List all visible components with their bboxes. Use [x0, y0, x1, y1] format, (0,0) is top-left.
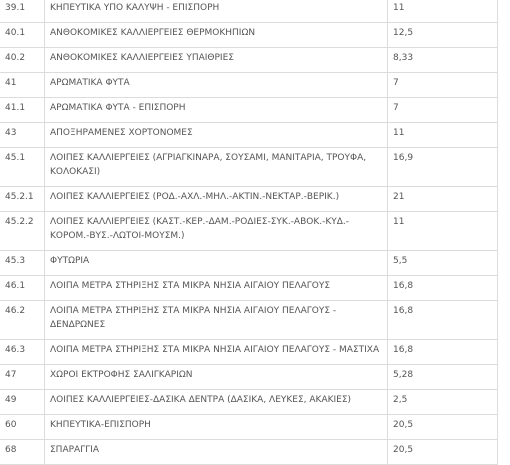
value-cell: 21: [388, 187, 498, 212]
description-cell: ΚΗΠΕΥΤΙΚΑ ΥΠΟ ΚΑΛΥΨΗ - ΕΠΙΣΠΟΡΗ: [45, 0, 388, 23]
code-cell: 40.2: [0, 48, 45, 73]
value-cell: 7: [388, 98, 498, 123]
table-row: [0, 276, 498, 301]
code-cell: 60: [0, 415, 45, 440]
value-cell: 5,28: [388, 365, 498, 390]
table-row: [0, 73, 498, 98]
code-cell: 45.2.2: [0, 212, 45, 251]
table-row: [0, 123, 498, 148]
table-row: [0, 440, 498, 465]
description-cell: ΑΠΟΞΗΡΑΜΕΝΕΣ ΧΟΡΤΟΝΟΜΕΣ: [45, 123, 388, 148]
code-cell: 49: [0, 390, 45, 415]
code-cell: 45.1: [0, 148, 45, 187]
table-row: [0, 98, 498, 123]
table-row: [0, 365, 498, 390]
code-cell: 41: [0, 73, 45, 98]
value-cell: 12,5: [388, 23, 498, 48]
value-cell: 11: [388, 212, 498, 251]
description-cell: ΦΥΤΩΡΙΑ: [45, 251, 388, 276]
table-row: [0, 0, 498, 23]
description-cell: ΛΟΙΠΑ ΜΕΤΡΑ ΣΤΗΡΙΞΗΣ ΣΤΑ ΜΙΚΡΑ ΝΗΣΙΑ ΑΙΓΑΙΟΥ ΠΕΛΑΓΟΥΣ - ΜΑΣΤΙΧΑ: [45, 340, 388, 365]
value-cell: 16,8: [388, 301, 498, 340]
description-cell: ΑΝΘΟΚΟΜΙΚΕΣ ΚΑΛΛΙΕΡΓΕΙΕΣ ΥΠΑΙΘΡΙΕΣ: [45, 48, 388, 73]
table-row: [0, 148, 498, 187]
code-cell: 41.1: [0, 98, 45, 123]
table-row: [0, 301, 498, 340]
table-row: [0, 390, 498, 415]
description-cell: ΛΟΙΠΕΣ ΚΑΛΛΙΕΡΓΕΙΕΣ (ΡΟΔ.-ΑΧΛ.-ΜΗΛ.-ΑΚΤΙΝ.-ΝΕΚΤΑΡ.-ΒΕΡΙΚ.): [45, 187, 388, 212]
code-cell: 43: [0, 123, 45, 148]
description-cell: ΛΟΙΠΕΣ ΚΑΛΛΙΕΡΓΕΙΕΣ (ΑΓΡΙΑΓΚΙΝΑΡΑ, ΣΟΥΣΑΜΙ, ΜΑΝΙΤΑΡΙΑ, ΤΡΟΥΦΑ, ΚΟΛΟΚΑΣΙ): [45, 148, 388, 187]
value-cell: 20,5: [388, 440, 498, 465]
table-row: [0, 415, 498, 440]
table-row: [0, 340, 498, 365]
code-cell: 45.3: [0, 251, 45, 276]
value-cell: 5,5: [388, 251, 498, 276]
value-cell: 11: [388, 123, 498, 148]
description-cell: ΑΡΩΜΑΤΙΚΑ ΦΥΤΑ - ΕΠΙΣΠΟΡΗ: [45, 98, 388, 123]
value-cell: 16,8: [388, 340, 498, 365]
code-cell: 39.1: [0, 0, 45, 23]
description-cell: ΛΟΙΠΑ ΜΕΤΡΑ ΣΤΗΡΙΞΗΣ ΣΤΑ ΜΙΚΡΑ ΝΗΣΙΑ ΑΙΓΑΙΟΥ ΠΕΛΑΓΟΥΣ - ΔΕΝΔΡΩΝΕΣ: [45, 301, 388, 340]
value-cell: 8,33: [388, 48, 498, 73]
code-cell: 47: [0, 365, 45, 390]
description-cell: ΧΩΡΟΙ ΕΚΤΡΟΦΗΣ ΣΑΛΙΓΚΑΡΙΩΝ: [45, 365, 388, 390]
value-cell: 16,8: [388, 276, 498, 301]
code-cell: 68: [0, 440, 45, 465]
table-row: [0, 251, 498, 276]
code-cell: 46.2: [0, 301, 45, 340]
description-cell: ΑΝΘΟΚΟΜΙΚΕΣ ΚΑΛΛΙΕΡΓΕΙΕΣ ΘΕΡΜΟΚΗΠΙΩΝ: [45, 23, 388, 48]
value-cell: 2,5: [388, 390, 498, 415]
description-cell: ΛΟΙΠΕΣ ΚΑΛΛΙΕΡΓΕΙΕΣ (ΚΑΣΤ.-ΚΕΡ.-ΔΑΜ.-ΡΟΔΙΕΣ-ΣΥΚ.-ΑΒΟΚ.-ΚΥΔ.- ΚΟΡΟΜ.-ΒΥΣ.-ΛΩΤΟΙ-ΜΟΥΣΜ.): [45, 212, 388, 251]
description-cell: ΣΠΑΡΑΓΓΙΑ: [45, 440, 388, 465]
description-cell: ΛΟΙΠΕΣ ΚΑΛΛΙΕΡΓΕΙΕΣ-ΔΑΣΙΚΑ ΔΕΝΤΡΑ (ΔΑΣΙΚΑ, ΛΕΥΚΕΣ, ΑΚΑΚΙΕΣ): [45, 390, 388, 415]
value-cell: 7: [388, 73, 498, 98]
table-row: [0, 187, 498, 212]
description-cell: ΚΗΠΕΥΤΙΚΑ-ΕΠΙΣΠΟΡΗ: [45, 415, 388, 440]
code-cell: 46.1: [0, 276, 45, 301]
description-cell: ΛΟΙΠΑ ΜΕΤΡΑ ΣΤΗΡΙΞΗΣ ΣΤΑ ΜΙΚΡΑ ΝΗΣΙΑ ΑΙΓΑΙΟΥ ΠΕΛΑΓΟΥΣ: [45, 276, 388, 301]
description-cell: ΑΡΩΜΑΤΙΚΑ ΦΥΤΑ: [45, 73, 388, 98]
code-cell: 45.2.1: [0, 187, 45, 212]
value-cell: 20,5: [388, 415, 498, 440]
value-cell: 11: [388, 0, 498, 23]
code-cell: 40.1: [0, 23, 45, 48]
table-row: [0, 23, 498, 48]
value-cell: 16,9: [388, 148, 498, 187]
table-row: [0, 48, 498, 73]
code-cell: 46.3: [0, 340, 45, 365]
table-row: [0, 212, 498, 251]
